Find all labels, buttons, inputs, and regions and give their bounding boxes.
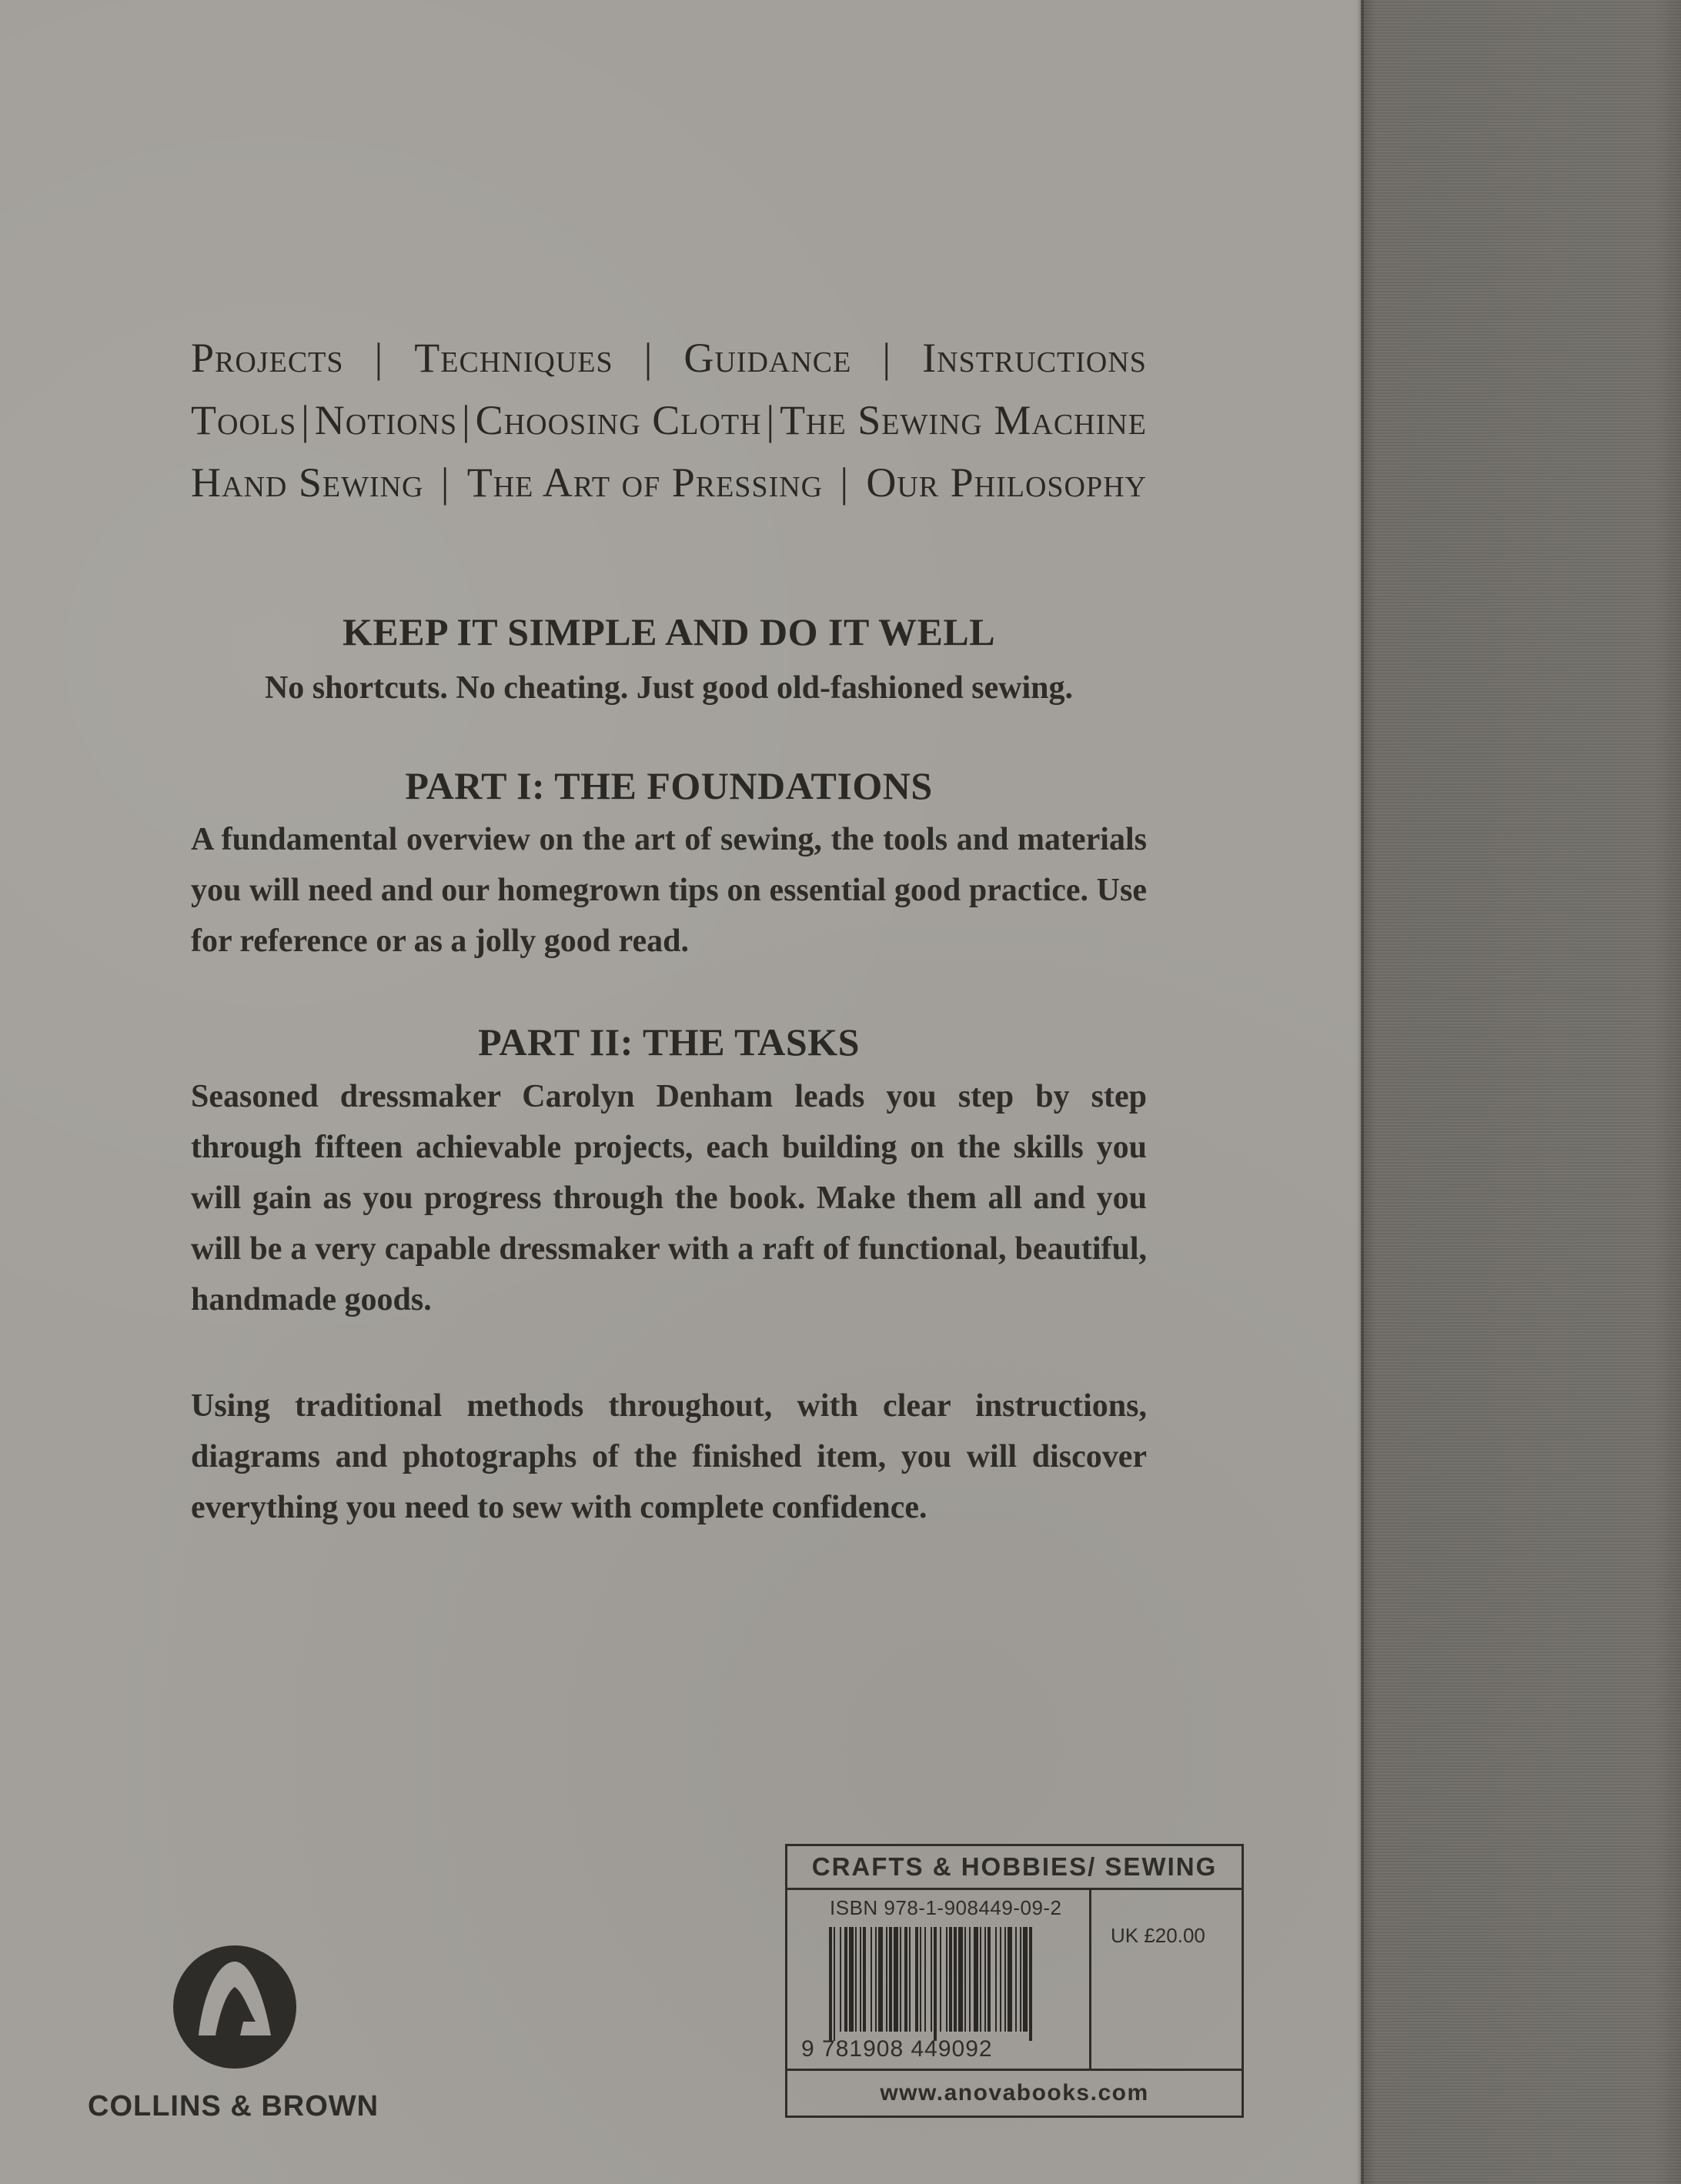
isbn-label: ISBN 978-1-908449-09-2 — [830, 1896, 1062, 1919]
topic-instructions: Instructions — [922, 335, 1147, 381]
topic-guidance: Guidance — [683, 335, 852, 381]
barcode-digits: 9 781908 449092 — [801, 2036, 993, 2062]
separator: | — [643, 335, 653, 381]
separator: | — [374, 335, 384, 381]
topic-list — [191, 327, 1147, 514]
separator: | — [882, 335, 892, 381]
price-label: UK £20.00 — [1111, 1924, 1205, 1947]
topic-our-philosophy: Our Philosophy — [866, 459, 1147, 506]
category-label: CRAFTS & HOBBIES/ SEWING — [787, 1846, 1242, 1890]
book-spine — [1361, 0, 1681, 2184]
publisher-url: www.anovabooks.com — [880, 2080, 1149, 2106]
separator: | — [461, 397, 471, 443]
publisher-logo-icon — [172, 1945, 297, 2069]
topic-notions: Notions — [314, 397, 458, 443]
part2-heading: PART II: THE TASKS — [478, 1020, 860, 1064]
intro-heading: KEEP IT SIMPLE AND DO IT WELL — [342, 610, 996, 653]
separator: | — [766, 397, 776, 443]
separator: | — [301, 397, 310, 443]
part2-body: Seasoned dressmaker Carolyn Denham leads you step by step through fifteen achievable projects, each building on the skills you will gain as you progress through the book. Make them all and you will be a very capable dressmaker with a raft of functional, beautiful, handmade goods. — [191, 1079, 1147, 1317]
topic-line-2 — [191, 389, 1147, 452]
publisher-name: COLLINS & BROWN — [88, 2090, 379, 2122]
topic-sewing-machine: The Sewing Machine — [780, 397, 1147, 443]
topic-line-1 — [191, 327, 1147, 389]
topic-hand-sewing: Hand Sewing — [191, 459, 424, 506]
barcode-area — [787, 1890, 1242, 2071]
spine-shadow — [1356, 0, 1364, 2184]
separator: | — [440, 459, 450, 506]
price-barcode-box — [785, 1844, 1244, 2118]
topic-art-of-pressing: The Art of Pressing — [466, 459, 824, 506]
separator: | — [840, 459, 850, 506]
closing-body: Using traditional methods throughout, with clear instructions, diagrams and photographs of the finished item, you will discover everything you need to sew with complete confidence. — [191, 1388, 1147, 1525]
barcode-panel — [787, 1890, 1091, 2069]
topic-techniques: Techniques — [414, 335, 613, 381]
topic-tools: Tools — [191, 397, 297, 443]
part1-heading: PART I: THE FOUNDATIONS — [405, 764, 933, 807]
topic-projects: Projects — [191, 335, 344, 381]
intro-tagline: No shortcuts. No cheating. Just good old-fashioned sewing. — [264, 670, 1074, 706]
part1-body: A fundamental overview on the art of sewing, the tools and materials you will need and our homegrown tips on essential good practice. Use for reference or as a jolly good read. — [191, 822, 1147, 959]
topic-choosing-cloth: Choosing Cloth — [475, 397, 762, 443]
barcode-icon — [827, 1927, 1074, 2041]
topic-line-3 — [191, 452, 1147, 514]
